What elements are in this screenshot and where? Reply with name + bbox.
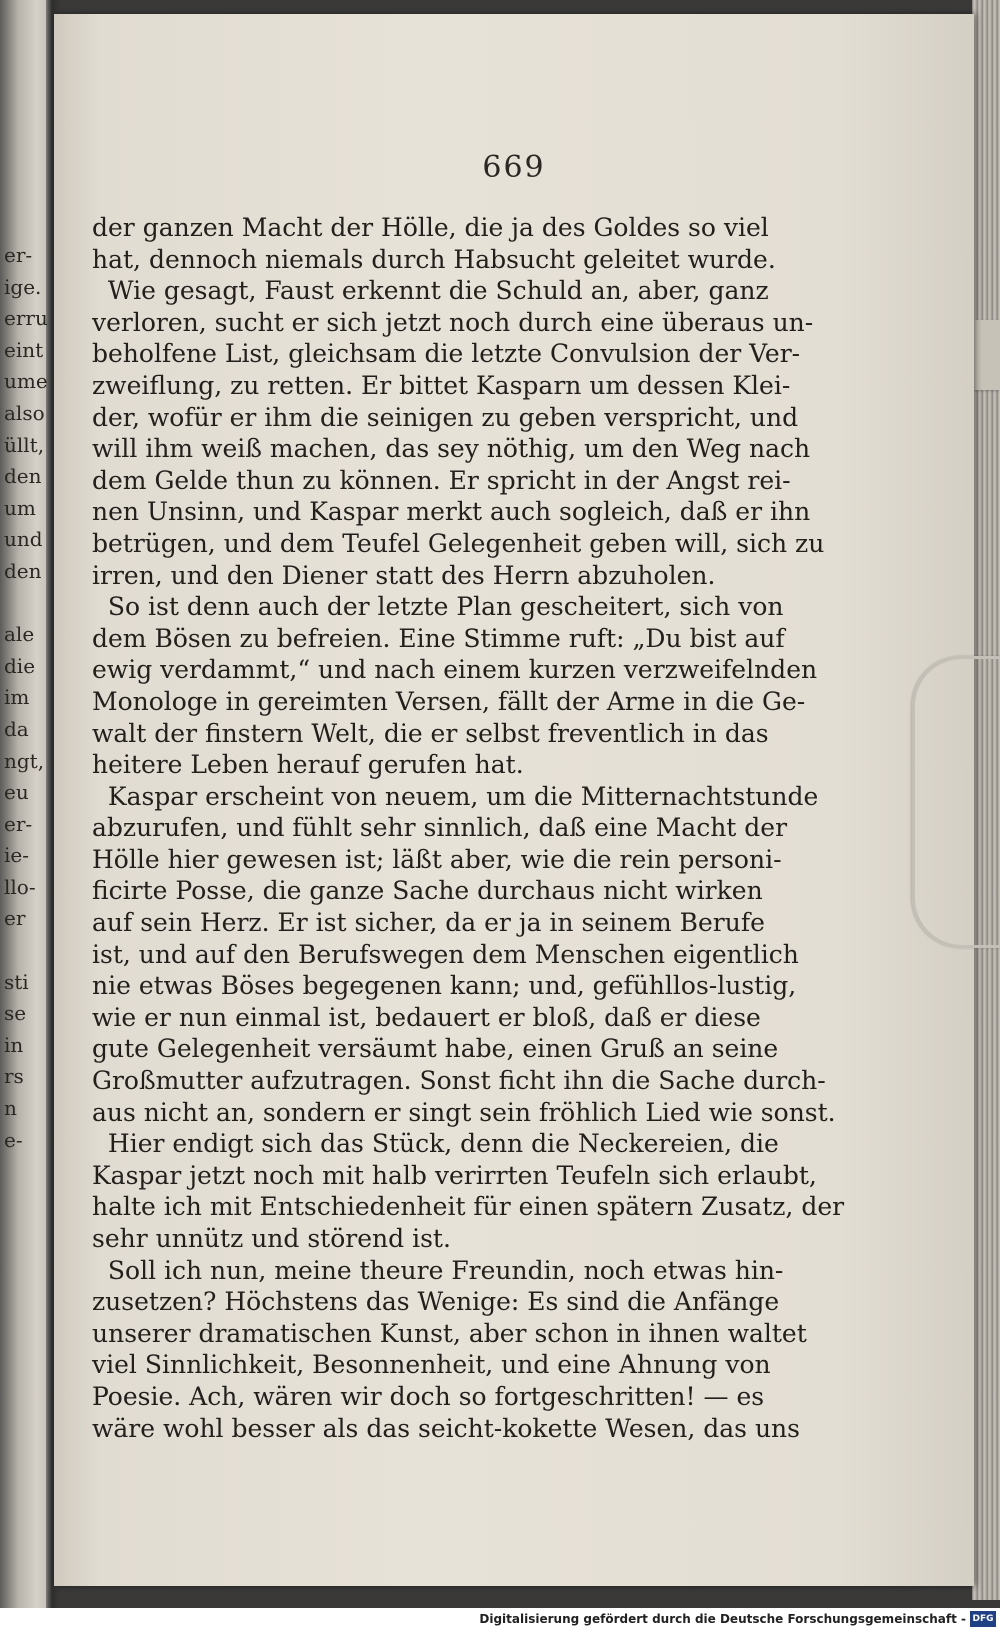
margin-fragment: sti [4,969,29,994]
facing-page-fragments [4,240,48,1156]
text-line: nie etwas Böses begegenen kann; und, gefühllos-lustig, [92,971,797,1001]
margin-fragment: in [4,1032,24,1057]
text-line: unserer dramatischen Kunst, aber schon in ihnen waltet [92,1318,807,1348]
text-line: So ist denn auch der letzte Plan gescheitert, sich von [92,592,784,622]
margin-fragment: eu [4,780,29,805]
text-line: gute Gelegenheit versäumt habe, einen Gruß an seine [92,1034,779,1064]
margin-fragment: ige. [4,274,42,299]
margin-fragment: üllt, [4,432,45,457]
text-line: Hölle hier gewesen ist; läßt aber, wie die rein personi- [92,844,782,874]
text-line: Kaspar erscheint von neuem, um die Mitternachtstunde [92,781,819,811]
margin-fragment: se [4,1001,27,1026]
margin-fragment: die [4,653,36,678]
page-number: 669 [482,150,546,185]
text-line: irren, und den Diener statt des Herrn abzuholen. [92,560,716,590]
margin-fragment [4,588,48,620]
margin-fragment: er- [4,243,33,267]
text-line: halte ich mit Entschiedenheit für einen spätern Zusatz, der [92,1192,845,1222]
text-line: ficirte Posse, die ganze Sache durchaus nicht wirken [92,876,763,906]
text-line: aus nicht an, sondern er singt sein fröhlich Lied wie sonst. [92,1097,836,1127]
margin-fragment: den [4,464,42,489]
text-line: Poesie. Ach, wären wir doch so fortgeschritten! — es [92,1381,765,1411]
margin-fragment: ngt, [4,748,45,773]
text-line: der, wofür er ihm die seinigen zu geben verspricht, und [92,402,799,432]
text-line: sehr unnütz und störend ist. [92,1224,451,1253]
text-line: der ganzen Macht der Hölle, die ja des Goldes so viel [92,213,769,242]
digitization-footer [0,1608,1000,1632]
margin-fragment: ie- [4,843,29,868]
margin-fragment: ale [4,622,35,647]
text-line: wie er nun einmal ist, bedauert er bloß, daß er diese [92,1002,761,1032]
text-line: betrügen, und dem Teufel Gelegenheit geben will, sich zu [92,528,825,558]
text-line: Hier endigt sich das Stück, denn die Neckereien, die [92,1129,779,1159]
body-text [92,212,845,1444]
text-line: ewig verdammt,“ und nach einem kurzen verzweifelnden [92,655,818,685]
margin-fragment: er [4,906,26,931]
margin-fragment: rs [4,1064,24,1089]
margin-fragment: also [4,400,45,425]
margin-fragment: eint [4,337,44,362]
margin-fragment [4,935,48,967]
text-line: Monologe in gereimten Versen, fällt der Arme in die Ge- [92,686,806,716]
margin-fragment: er- [4,811,33,836]
text-line: hat, dennoch niemals durch Habsucht geleitet wurde. [92,244,776,274]
margin-fragment: den [4,558,42,583]
margin-fragment: um [4,495,36,520]
text-line: zweiflung, zu retten. Er bittet Kasparn um dessen Klei- [92,370,791,400]
text-line: Kaspar jetzt noch mit halb verirrten Teufeln sich erlaubt, [92,1160,817,1190]
text-line: verloren, sucht er sich jetzt noch durch eine überaus un- [92,307,814,337]
dfg-logo-icon: DFG [970,1611,996,1627]
text-line: will ihm weiß machen, das sey nöthig, um den Weg nach [92,434,811,464]
page-clip [912,656,1000,948]
text-line: dem Bösen zu befreien. Eine Stimme ruft: „Du bist auf [92,623,785,653]
text-line: Wie gesagt, Faust erkennt die Schuld an, aber, ganz [92,276,769,306]
margin-fragment: llo- [4,874,36,899]
text-line: nen Unsinn, und Kaspar merkt auch sogleich, daß er ihn [92,497,811,527]
text-line: walt der finstern Welt, die er selbst freventlich in das [92,718,769,748]
margin-fragment: da [4,716,29,741]
margin-fragment: e- [4,1127,23,1152]
text-line: abzurufen, und fühlt sehr sinnlich, daß eine Macht der [92,813,788,843]
text-line: wäre wohl besser als das seicht-kokette Wesen, das uns [92,1413,800,1443]
text-line: ist, und auf den Berufswegen dem Menschen eigentlich [92,939,799,969]
margin-fragment: erru [4,306,48,331]
margin-fragment: ume [4,369,48,394]
margin-fragment: im [4,685,30,710]
footer-credit: Digitalisierung gefördert durch die Deutsche Forschungsgemeinschaft - [479,1612,966,1626]
text-line: viel Sinnlichkeit, Besonnenheit, und eine Ahnung von [92,1350,771,1380]
facing-page-edge [0,0,46,1632]
text-line: auf sein Herz. Er ist sicher, da er ja in seinem Berufe [92,908,765,938]
text-line: heitere Leben herauf gerufen hat. [92,750,524,780]
text-line: zusetzen? Höchstens das Wenige: Es sind die Anfänge [92,1287,780,1317]
text-line: beholfene List, gleichsam die letzte Convulsion der Ver- [92,339,801,369]
text-line: Großmutter aufzutragen. Sonst ficht ihn die Sache durch- [92,1066,826,1096]
text-line: dem Gelde thun zu können. Er spricht in der Angst rei- [92,465,791,495]
text-line: Soll ich nun, meine theure Freundin, noch etwas hin- [92,1255,784,1285]
book-page [54,14,974,1586]
margin-fragment: n [4,1096,17,1121]
margin-fragment: und [4,527,43,552]
